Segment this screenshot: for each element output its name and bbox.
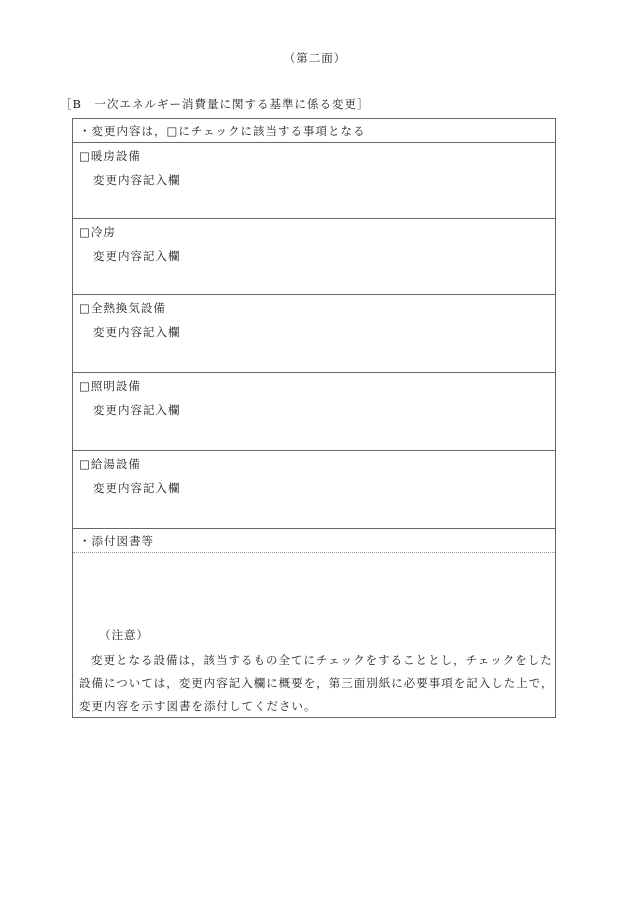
change-form-table: [72, 118, 556, 718]
attachments-label: ・添付図書等: [79, 534, 154, 548]
note-heading: （注意）: [99, 628, 149, 642]
item-label: 冷房: [90, 225, 116, 239]
checkbox[interactable]: □: [79, 301, 91, 315]
change-details-field[interactable]: 変更内容記入欄: [93, 249, 181, 263]
item-label: 照明設備: [90, 379, 141, 393]
attachments-field[interactable]: [73, 553, 555, 633]
cooling-checkbox-label[interactable]: [79, 224, 116, 240]
lighting-checkbox-label[interactable]: [79, 378, 141, 394]
page-title: （第二面）: [283, 51, 347, 65]
change-details-field[interactable]: 変更内容記入欄: [93, 403, 181, 417]
instruction-row: [73, 119, 555, 143]
heating-checkbox-label[interactable]: [79, 148, 141, 164]
note-line-3: 変更内容を示す図書を添付してください。: [79, 699, 317, 713]
checkbox[interactable]: □: [79, 457, 91, 471]
change-details-field[interactable]: 変更内容記入欄: [93, 325, 181, 339]
ventilation-checkbox-label[interactable]: [79, 300, 166, 316]
item-label: 暖房設備: [90, 149, 141, 163]
checkbox[interactable]: □: [79, 379, 91, 393]
item-label: 全熱換気設備: [90, 301, 166, 315]
note-line-1: 変更となる設備は，該当するもの全てにチェックをすることとし，チェックをした: [91, 653, 553, 667]
checkbox[interactable]: □: [79, 225, 91, 239]
hot-water-checkbox-label[interactable]: [79, 456, 141, 472]
item-label: 給湯設備: [90, 457, 141, 471]
instruction-text: ・変更内容は，□にチェックに該当する事項となる: [79, 124, 366, 138]
item-hot-water[interactable]: [73, 451, 555, 529]
item-lighting[interactable]: [73, 373, 555, 451]
change-details-field[interactable]: 変更内容記入欄: [93, 481, 181, 495]
item-cooling[interactable]: [73, 219, 555, 295]
item-ventilation[interactable]: [73, 295, 555, 373]
note-line-2: 設備については，変更内容記入欄に概要を，第三面別紙に必要事項を記入した上で，: [79, 676, 554, 690]
checkbox[interactable]: □: [79, 149, 91, 163]
change-details-field[interactable]: 変更内容記入欄: [93, 173, 181, 187]
section-title: ［B 一次エネルギー消費量に関する基準に係る変更］: [60, 97, 370, 111]
attachments-row: [73, 529, 555, 553]
item-heating[interactable]: [73, 143, 555, 219]
